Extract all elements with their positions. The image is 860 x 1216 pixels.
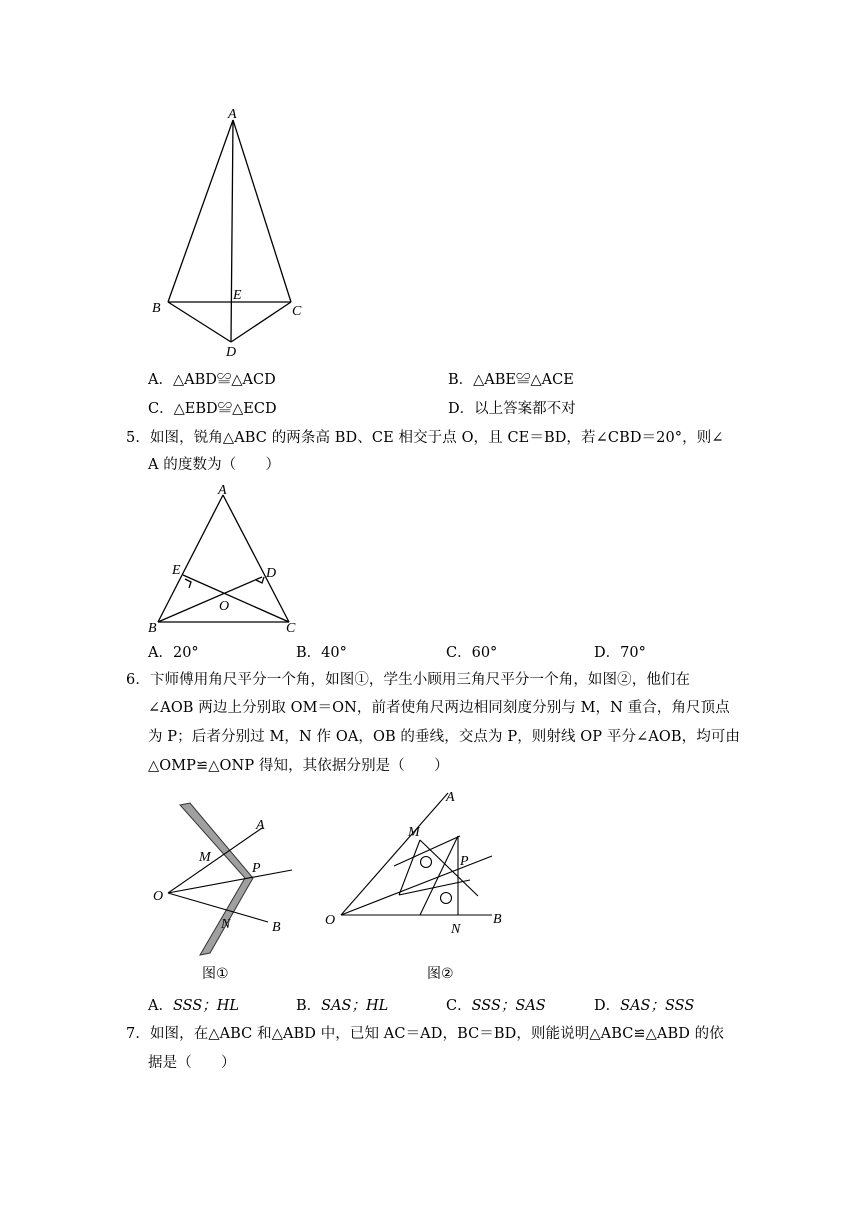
q5-label-a: A — [218, 483, 227, 498]
q6-stem-line3: 为 P；后者分别过 M，N 作 OA，OB 的垂线，交点为 P，则射线 OP 平分∠AOB，均可由 — [148, 729, 741, 745]
fig1-label-a: A — [256, 818, 265, 833]
q7-stem-line1: 7．如图，在△ABC 和△ABD 中，已知 AC＝AD，BC＝BD，则能说明△ABC≌△ABD 的依 — [126, 1026, 724, 1042]
fig2-label-o: O — [325, 913, 336, 928]
point-label-a: A — [228, 107, 237, 122]
kite-figure — [140, 100, 320, 365]
q6-stem-line2: ∠AOB 两边上分别取 OM＝ON，前者使角尺两边相同刻度分别与 M，N 重合，角尺顶点 — [148, 700, 730, 716]
q4-option-a[interactable]: A．△ABD≌△ACD — [148, 372, 276, 388]
fig2-label-n: N — [451, 922, 461, 937]
fig1-label-o: O — [153, 889, 164, 904]
q6-option-a[interactable]: A．SSS；HL — [148, 998, 240, 1014]
point-label-e: E — [233, 288, 242, 303]
fig2-label-m: M — [408, 825, 420, 840]
fig1-label-m: M — [199, 850, 211, 865]
q4-option-b[interactable]: B．△ABE≌△ACE — [448, 372, 574, 388]
angle-square-figure — [145, 795, 310, 985]
set-square-figure — [320, 785, 510, 985]
q5-label-d: D — [266, 566, 277, 581]
point-label-b: B — [152, 301, 161, 316]
q6-stem-line4: △OMP≌△ONP 得知，其依据分别是（ ） — [148, 758, 449, 774]
q6-option-d[interactable]: D．SAS；SSS — [594, 998, 695, 1014]
q5-option-b[interactable]: B．40° — [296, 645, 347, 661]
q5-label-o: O — [219, 599, 230, 614]
q5-label-b: B — [148, 621, 157, 635]
q5-option-d[interactable]: D．70° — [594, 645, 646, 661]
q5-option-c[interactable]: C．60° — [446, 645, 498, 661]
fig2-label-p: P — [460, 854, 469, 869]
fig1-label-p: P — [252, 861, 261, 876]
q6-option-b[interactable]: B．SAS；HL — [296, 998, 389, 1014]
q4-option-c[interactable]: C．△EBD≌△ECD — [148, 401, 277, 417]
fig1-caption: 图① — [202, 966, 229, 982]
q6-stem-line1: 6．卞师傅用角尺平分一个角，如图①，学生小顾用三角尺平分一个角，如图②，他们在 — [126, 672, 691, 688]
point-label-c: C — [292, 304, 302, 319]
fig1-label-b: B — [272, 920, 281, 935]
triangle-altitudes-figure — [145, 480, 305, 635]
q7-stem-line2: 据是（ ） — [148, 1055, 236, 1071]
q5-label-c: C — [286, 621, 296, 635]
q5-option-a[interactable]: A．20° — [148, 645, 199, 661]
fig2-label-b: B — [493, 912, 502, 927]
q6-option-c[interactable]: C．SSS；SAS — [446, 998, 546, 1014]
fig1-label-n: N — [221, 917, 231, 932]
fig2-label-a: A — [446, 790, 455, 805]
q5-stem-line1: 5．如图，锐角△ABC 的两条高 BD、CE 相交于点 O，且 CE＝BD，若∠CBD＝20°，则∠ — [126, 430, 724, 446]
fig2-caption: 图② — [427, 966, 454, 982]
q5-label-e: E — [172, 563, 181, 578]
point-label-d: D — [226, 345, 237, 360]
q5-stem-line2: A 的度数为（ ） — [148, 457, 281, 473]
q4-option-d[interactable]: D．以上答案都不对 — [448, 401, 576, 417]
